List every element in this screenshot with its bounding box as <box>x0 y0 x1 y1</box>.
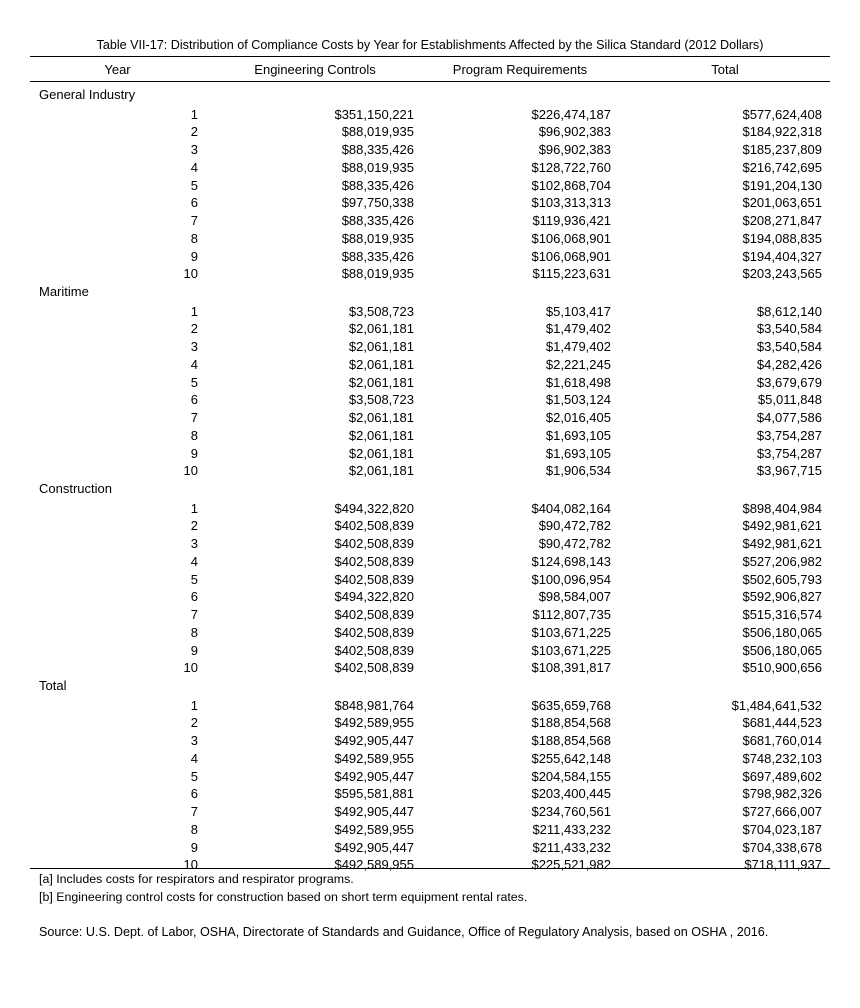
total-cell: $898,404,984 <box>742 500 822 516</box>
year-cell: 3 <box>190 142 198 157</box>
year-cell: 4 <box>190 750 198 766</box>
column-header-total: Total <box>711 62 739 77</box>
year-cell: 2 <box>190 715 198 731</box>
year-cell: 6 <box>190 786 198 802</box>
engineering-controls-cell: $2,061,181 <box>348 356 414 372</box>
total-cell: $727,666,007 <box>742 804 822 819</box>
table-row <box>0 303 860 321</box>
engineering-controls-cell: $402,508,839 <box>334 624 414 640</box>
year-cell: 4 <box>190 356 198 372</box>
year-cell: 3 <box>190 536 198 551</box>
program-requirements-cell: $1,693,105 <box>545 445 611 461</box>
table-row <box>0 356 860 374</box>
total-cell: $3,679,679 <box>756 374 822 390</box>
column-header-year: Year <box>104 62 131 77</box>
engineering-controls-cell: $494,322,820 <box>334 500 414 516</box>
program-requirements-cell: $635,659,768 <box>531 697 611 713</box>
table-row <box>0 821 860 839</box>
program-requirements-cell: $128,722,760 <box>531 159 611 175</box>
total-cell: $681,444,523 <box>742 715 822 731</box>
total-cell: $748,232,103 <box>742 750 822 766</box>
table-row <box>0 338 860 356</box>
engineering-controls-cell: $88,335,426 <box>341 177 414 193</box>
table-row <box>0 391 860 409</box>
table-row <box>0 194 860 212</box>
total-cell: $8,612,140 <box>756 303 822 319</box>
footnote-a: [a] Includes costs for respirators and respirator programs. <box>39 872 354 886</box>
engineering-controls-cell: $402,508,839 <box>334 518 414 534</box>
program-requirements-cell: $115,223,631 <box>532 266 611 282</box>
total-cell: $697,489,602 <box>742 768 822 784</box>
program-requirements-cell: $96,902,383 <box>538 124 611 140</box>
total-cell: $681,760,014 <box>742 733 822 748</box>
total-cell: $798,982,326 <box>742 786 822 802</box>
engineering-controls-cell: $88,335,426 <box>341 213 414 228</box>
year-cell: 7 <box>190 410 198 425</box>
engineering-controls-cell: $97,750,338 <box>341 195 414 211</box>
program-requirements-cell: $103,671,225 <box>531 642 611 658</box>
table-row <box>0 571 860 589</box>
table-row <box>0 697 860 715</box>
total-cell: $502,605,793 <box>742 571 822 587</box>
program-requirements-cell: $1,479,402 <box>545 321 611 337</box>
table-row <box>0 320 860 338</box>
year-cell: 6 <box>190 392 198 408</box>
table-row <box>0 714 860 732</box>
section-label: Total <box>39 678 67 693</box>
table-row <box>0 606 860 624</box>
total-cell: $704,023,187 <box>742 821 822 837</box>
table-row <box>0 659 860 677</box>
total-cell: $3,754,287 <box>756 445 822 461</box>
program-requirements-cell: $119,936,421 <box>532 213 611 228</box>
year-cell: 5 <box>190 374 198 390</box>
engineering-controls-cell: $88,019,935 <box>341 124 414 140</box>
engineering-controls-cell: $402,508,839 <box>334 660 414 676</box>
table-row <box>0 265 860 283</box>
engineering-controls-cell: $2,061,181 <box>348 374 414 390</box>
engineering-controls-cell: $88,019,935 <box>341 266 414 282</box>
program-requirements-cell: $1,906,534 <box>545 463 611 479</box>
total-cell: $527,206,982 <box>742 553 822 569</box>
program-requirements-cell: $188,854,568 <box>531 715 611 731</box>
table-row <box>0 248 860 266</box>
engineering-controls-cell: $492,905,447 <box>334 733 414 748</box>
total-cell: $203,243,565 <box>742 266 822 282</box>
engineering-controls-cell: $3,508,723 <box>348 392 414 408</box>
program-requirements-cell: $90,472,782 <box>538 518 611 534</box>
program-requirements-cell: $106,068,901 <box>531 230 611 246</box>
year-cell: 10 <box>183 463 198 479</box>
engineering-controls-cell: $402,508,839 <box>334 553 414 569</box>
program-requirements-cell: $225,521,982 <box>531 857 611 873</box>
table-row <box>0 159 860 177</box>
total-cell: $3,540,584 <box>756 321 822 337</box>
section-label: Maritime <box>39 284 89 299</box>
year-cell: 3 <box>190 733 198 748</box>
year-cell: 10 <box>183 857 198 873</box>
table-row <box>0 409 860 427</box>
year-cell: 7 <box>190 607 198 622</box>
engineering-controls-cell: $402,508,839 <box>334 607 414 622</box>
table-row <box>0 212 860 230</box>
year-cell: 4 <box>190 553 198 569</box>
year-cell: 9 <box>190 642 198 658</box>
engineering-controls-cell: $2,061,181 <box>348 321 414 337</box>
program-requirements-cell: $124,698,143 <box>531 553 611 569</box>
engineering-controls-cell: $492,589,955 <box>334 857 414 873</box>
year-cell: 2 <box>190 321 198 337</box>
table-top-rule <box>30 56 830 57</box>
table-row <box>0 553 860 571</box>
program-requirements-cell: $203,400,445 <box>531 786 611 802</box>
engineering-controls-cell: $402,508,839 <box>334 536 414 551</box>
total-cell: $4,077,586 <box>756 410 822 425</box>
total-cell: $704,338,678 <box>742 839 822 855</box>
total-cell: $208,271,847 <box>742 213 822 228</box>
program-requirements-cell: $106,068,901 <box>531 248 611 264</box>
section-label: Construction <box>39 481 112 496</box>
section-label: General Industry <box>39 87 136 102</box>
engineering-controls-cell: $2,061,181 <box>348 410 414 425</box>
column-header-program-requirements: Program Requirements <box>452 62 588 77</box>
year-cell: 5 <box>190 177 198 193</box>
engineering-controls-cell: $88,019,935 <box>341 159 414 175</box>
engineering-controls-cell: $492,589,955 <box>334 750 414 766</box>
total-cell: $184,922,318 <box>742 124 822 140</box>
engineering-controls-cell: $492,905,447 <box>334 804 414 819</box>
program-requirements-cell: $1,479,402 <box>545 339 611 354</box>
table-row <box>0 803 860 821</box>
year-cell: 8 <box>190 624 198 640</box>
engineering-controls-cell: $2,061,181 <box>348 427 414 443</box>
engineering-controls-cell: $351,150,221 <box>334 106 414 122</box>
total-cell: $194,088,835 <box>742 230 822 246</box>
program-requirements-cell: $1,693,105 <box>545 427 611 443</box>
year-cell: 5 <box>190 768 198 784</box>
year-cell: 1 <box>190 303 198 319</box>
program-requirements-cell: $103,671,225 <box>531 624 611 640</box>
table-row <box>0 230 860 248</box>
table-row <box>0 517 860 535</box>
total-cell: $201,063,651 <box>742 195 822 211</box>
total-cell: $592,906,827 <box>742 589 822 605</box>
program-requirements-cell: $112,807,735 <box>532 607 611 622</box>
engineering-controls-cell: $492,589,955 <box>334 715 414 731</box>
program-requirements-cell: $108,391,817 <box>531 660 611 676</box>
year-cell: 1 <box>190 106 198 122</box>
year-cell: 10 <box>183 266 198 282</box>
year-cell: 10 <box>183 660 198 676</box>
table-row <box>0 500 860 518</box>
table-row <box>0 588 860 606</box>
program-requirements-cell: $2,016,405 <box>545 410 611 425</box>
year-cell: 4 <box>190 159 198 175</box>
engineering-controls-cell: $88,335,426 <box>341 142 414 157</box>
engineering-controls-cell: $492,589,955 <box>334 821 414 837</box>
year-cell: 1 <box>190 697 198 713</box>
table-row <box>0 624 860 642</box>
year-cell: 5 <box>190 571 198 587</box>
year-cell: 8 <box>190 230 198 246</box>
year-cell: 7 <box>190 213 198 228</box>
total-cell: $510,900,656 <box>742 660 822 676</box>
year-cell: 6 <box>190 195 198 211</box>
total-cell: $718,111,937 <box>744 857 822 873</box>
total-cell: $3,754,287 <box>756 427 822 443</box>
year-cell: 8 <box>190 427 198 443</box>
program-requirements-cell: $5,103,417 <box>545 303 611 319</box>
engineering-controls-cell: $2,061,181 <box>348 463 414 479</box>
header-rule <box>30 81 830 82</box>
engineering-controls-cell: $595,581,881 <box>334 786 414 802</box>
total-cell: $5,011,848 <box>757 392 822 408</box>
year-cell: 6 <box>190 589 198 605</box>
table-title: Table VII-17: Distribution of Compliance Costs by Year for Establishments Affected by the Silica Standard (2012 Dollars) <box>96 38 764 52</box>
program-requirements-cell: $255,642,148 <box>531 750 611 766</box>
program-requirements-cell: $100,096,954 <box>531 571 611 587</box>
table-row <box>0 839 860 857</box>
total-cell: $194,404,327 <box>742 248 822 264</box>
program-requirements-cell: $211,433,232 <box>532 839 611 855</box>
engineering-controls-cell: $848,981,764 <box>334 697 414 713</box>
table-row <box>0 445 860 463</box>
year-cell: 8 <box>190 821 198 837</box>
total-cell: $577,624,408 <box>742 106 822 122</box>
table-row <box>0 427 860 445</box>
total-cell: $492,981,621 <box>742 518 822 534</box>
table-row <box>0 732 860 750</box>
total-cell: $515,316,574 <box>742 607 822 622</box>
program-requirements-cell: $204,584,155 <box>531 768 611 784</box>
year-cell: 7 <box>190 804 198 819</box>
year-cell: 9 <box>190 445 198 461</box>
total-cell: $1,484,641,532 <box>731 697 822 713</box>
program-requirements-cell: $1,618,498 <box>545 374 611 390</box>
year-cell: 2 <box>190 518 198 534</box>
program-requirements-cell: $188,854,568 <box>531 733 611 748</box>
engineering-controls-cell: $492,905,447 <box>334 839 414 855</box>
source-note: Source: U.S. Dept. of Labor, OSHA, Directorate of Standards and Guidance, Office of Regulatory Analysis, based on OSHA , 2016. <box>39 925 769 939</box>
engineering-controls-cell: $402,508,839 <box>334 642 414 658</box>
table-row <box>0 750 860 768</box>
engineering-controls-cell: $492,905,447 <box>334 768 414 784</box>
table-row <box>0 785 860 803</box>
year-cell: 9 <box>190 248 198 264</box>
total-cell: $185,237,809 <box>742 142 822 157</box>
total-cell: $3,540,584 <box>756 339 822 354</box>
year-cell: 9 <box>190 839 198 855</box>
table-bottom-rule <box>30 868 830 869</box>
program-requirements-cell: $1,503,124 <box>545 392 611 408</box>
total-cell: $506,180,065 <box>742 642 822 658</box>
program-requirements-cell: $90,472,782 <box>538 536 611 551</box>
program-requirements-cell: $96,902,383 <box>538 142 611 157</box>
program-requirements-cell: $404,082,164 <box>531 500 611 516</box>
engineering-controls-cell: $494,322,820 <box>334 589 414 605</box>
total-cell: $492,981,621 <box>742 536 822 551</box>
year-cell: 2 <box>190 124 198 140</box>
table-row <box>0 374 860 392</box>
total-cell: $506,180,065 <box>742 624 822 640</box>
table-row <box>0 462 860 480</box>
year-cell: 3 <box>190 339 198 354</box>
table-row <box>0 177 860 195</box>
table-row <box>0 141 860 159</box>
table-row <box>0 106 860 124</box>
table-body <box>0 86 860 874</box>
table-row <box>0 535 860 553</box>
year-cell: 1 <box>190 500 198 516</box>
program-requirements-cell: $234,760,561 <box>531 804 611 819</box>
engineering-controls-cell: $2,061,181 <box>348 445 414 461</box>
total-cell: $3,967,715 <box>756 463 822 479</box>
total-cell: $4,282,426 <box>756 356 822 372</box>
program-requirements-cell: $103,313,313 <box>531 195 611 211</box>
program-requirements-cell: $226,474,187 <box>531 106 611 122</box>
engineering-controls-cell: $88,019,935 <box>341 230 414 246</box>
engineering-controls-cell: $2,061,181 <box>348 339 414 354</box>
engineering-controls-cell: $3,508,723 <box>348 303 414 319</box>
program-requirements-cell: $211,433,232 <box>532 821 611 837</box>
engineering-controls-cell: $402,508,839 <box>334 571 414 587</box>
column-header-engineering-controls: Engineering Controls <box>254 62 376 77</box>
table-row <box>0 768 860 786</box>
total-cell: $191,204,130 <box>742 177 822 193</box>
footnote-b: [b] Engineering control costs for construction based on short term equipment rental rates. <box>39 890 528 904</box>
total-cell: $216,742,695 <box>742 159 822 175</box>
program-requirements-cell: $98,584,007 <box>538 589 611 605</box>
table-row <box>0 123 860 141</box>
program-requirements-cell: $2,221,245 <box>545 356 611 372</box>
engineering-controls-cell: $88,335,426 <box>341 248 414 264</box>
table-row <box>0 642 860 660</box>
program-requirements-cell: $102,868,704 <box>531 177 611 193</box>
